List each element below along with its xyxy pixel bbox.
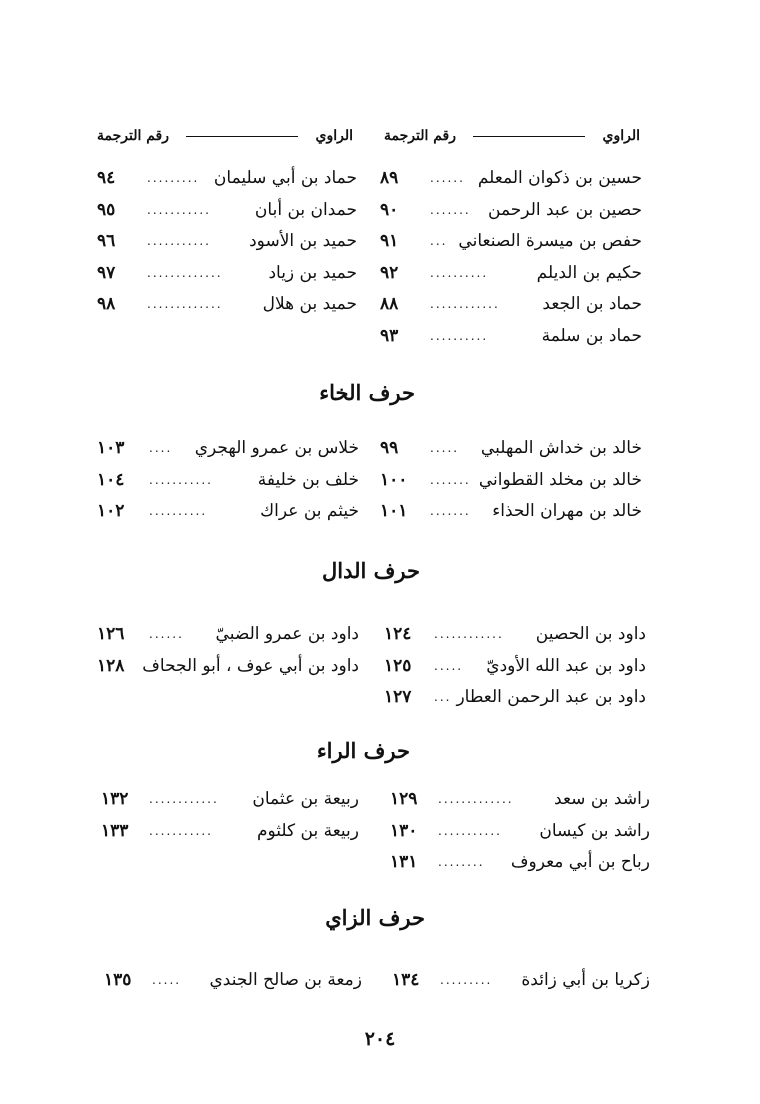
- leader-dots: ............: [434, 627, 504, 641]
- section-zay-left: [104, 968, 362, 1000]
- rawi-name: رباح بن أبي معروف: [510, 852, 650, 872]
- leader-dots: .........: [147, 171, 200, 185]
- entry-number: ١٢٤: [384, 624, 412, 644]
- rawi-name: حماد بن الجعد: [542, 294, 642, 314]
- leader-dots: .............: [147, 265, 223, 280]
- section-title-zay: حرف الزاي: [325, 905, 425, 930]
- list-item: [380, 499, 642, 531]
- list-item: [97, 261, 357, 293]
- section-title-kha: حرف الخاء: [319, 380, 415, 405]
- entry-number: ٩٣: [380, 325, 399, 346]
- left-column-header: [97, 128, 353, 144]
- rawi-name: زمعة بن صالح الجندي: [209, 970, 362, 990]
- list-item: [384, 685, 646, 717]
- leader-dots: .....: [434, 658, 464, 673]
- rawi-name: حماد بن أبي سليمان: [213, 168, 357, 188]
- leader-dots: .......: [430, 472, 471, 487]
- entry-number: ١٣٣: [101, 820, 129, 841]
- entry-number: ٩٧: [97, 262, 116, 283]
- entry-number: ٩٩: [380, 438, 399, 458]
- entry-number: ١٣٠: [390, 820, 418, 841]
- list-item: [97, 436, 359, 468]
- leader-dots: .............: [438, 792, 514, 806]
- header-rawi-label: الراوي: [315, 128, 353, 144]
- section-kha-right: [380, 436, 642, 531]
- leader-dots: ...........: [147, 202, 211, 217]
- leader-dots: ............: [430, 297, 500, 311]
- entry-number: ١٢٥: [384, 655, 412, 676]
- leader-dots: ...........: [149, 472, 213, 487]
- leader-dots: .........: [440, 973, 493, 987]
- leader-dots: ..........: [430, 265, 489, 280]
- leader-dots: ...: [430, 234, 448, 248]
- entry-number: ١٢٩: [390, 789, 418, 809]
- rawi-name: حماد بن سلمة: [541, 325, 642, 346]
- section-dal-left: [97, 622, 359, 685]
- entry-number: ١٠٠: [380, 469, 408, 490]
- leader-dots: ......: [430, 171, 465, 185]
- entry-number: ٩٥: [97, 199, 116, 220]
- list-item: [380, 292, 642, 324]
- leader-dots: ...........: [147, 234, 211, 248]
- entry-number: ١٠١: [380, 501, 408, 521]
- section-title-dal: حرف الدال: [322, 558, 420, 583]
- leader-dots: .....: [152, 973, 182, 987]
- rawi-name: ربيعة بن عثمان: [252, 789, 359, 809]
- leader-dots: ......: [149, 627, 184, 641]
- entry-number: ١٣٢: [101, 789, 129, 809]
- entry-number: ١٠٤: [97, 469, 125, 490]
- rawi-name: داود بن الحصين: [535, 624, 646, 644]
- section-title-ra: حرف الراء: [316, 738, 410, 763]
- entry-number: ١٣١: [390, 852, 418, 872]
- rawi-name: حمدان بن أبان: [254, 199, 357, 220]
- entry-number: ٨٩: [380, 168, 399, 188]
- leader-dots: ...........: [149, 823, 213, 838]
- section-kha-left: [97, 436, 359, 531]
- rawi-name: حميد بن هلال: [262, 294, 357, 314]
- rawi-name: حميد بن الأسود: [249, 231, 357, 251]
- leader-dots: .............: [147, 297, 223, 311]
- list-item: [97, 654, 359, 686]
- page-number: ٢٠٤: [364, 1028, 396, 1050]
- entry-number: ١٠٢: [97, 501, 125, 521]
- section-ra-left: [101, 787, 359, 850]
- entry-number: ١٣٤: [392, 970, 420, 990]
- list-item: [390, 787, 650, 819]
- list-item: [97, 468, 359, 500]
- section-zay-right: [392, 968, 650, 1000]
- list-item: [384, 622, 646, 654]
- list-item: [384, 654, 646, 686]
- list-item: [101, 787, 359, 819]
- right-column-header: [384, 128, 640, 144]
- entry-number: ١٢٦: [97, 624, 125, 644]
- list-item: [380, 468, 642, 500]
- leader-dots: ....: [149, 441, 173, 455]
- header-num-label: رقم الترجمة: [97, 128, 170, 144]
- list-item: [380, 166, 642, 198]
- section-ra-right: [390, 787, 650, 882]
- entry-number: ٩٤: [97, 168, 116, 188]
- rawi-name: خلف بن خليفة: [257, 469, 359, 490]
- list-item: [390, 819, 650, 851]
- entry-number: ٩٨: [97, 294, 116, 314]
- entry-number: ٩٢: [380, 262, 399, 283]
- list-item: [380, 436, 642, 468]
- rawi-name: حميد بن زياد: [268, 262, 357, 283]
- list-item: [104, 968, 362, 1000]
- rawi-name: خالد بن خداش المهلبي: [480, 438, 642, 458]
- rawi-name: زكريا بن أبي زائدة: [521, 970, 650, 990]
- rawi-name: خالد بن مخلد القطواني: [478, 469, 642, 490]
- rawi-name: خالد بن مهران الحذاء: [492, 501, 642, 521]
- rawi-name: راشد بن كيسان: [539, 820, 650, 841]
- entry-number: ٩٦: [97, 231, 116, 251]
- rawi-name: داود بن عمرو الضبيّ: [215, 624, 359, 644]
- rawi-name: خيثم بن عراك: [260, 501, 359, 521]
- rawi-name: حصين بن عبد الرحمن: [488, 199, 642, 220]
- leader-dots: ..........: [149, 504, 208, 518]
- section-ha-left: [97, 166, 357, 324]
- list-item: [390, 850, 650, 882]
- leader-dots: ............: [149, 792, 219, 806]
- list-item: [97, 229, 357, 261]
- rawi-name: خلاس بن عمرو الهجري: [194, 438, 359, 458]
- list-item: [97, 198, 357, 230]
- list-item: [380, 324, 642, 356]
- header-divider: [473, 136, 585, 137]
- rawi-name: حسين بن ذكوان المعلم: [477, 168, 642, 188]
- header-divider: [186, 136, 298, 137]
- list-item: [101, 819, 359, 851]
- rawi-name: راشد بن سعد: [554, 789, 650, 809]
- list-item: [97, 292, 357, 324]
- leader-dots: .......: [430, 202, 471, 217]
- list-item: [380, 261, 642, 293]
- list-item: [392, 968, 650, 1000]
- rawi-name: حفص بن ميسرة الصنعاني: [458, 231, 642, 251]
- entry-number: ٩٠: [380, 199, 399, 220]
- rawi-name: داود بن أبي عوف ، أبو الجحاف: [142, 655, 359, 676]
- leader-dots: .......: [430, 504, 471, 518]
- list-item: [97, 166, 357, 198]
- entry-number: ١٢٨: [97, 655, 125, 676]
- list-item: [380, 198, 642, 230]
- leader-dots: ...........: [438, 823, 502, 838]
- section-ha-right: [380, 166, 642, 355]
- entry-number: ١٣٥: [104, 970, 132, 990]
- entry-number: ٩١: [380, 231, 399, 251]
- rawi-name: حكيم بن الديلم: [536, 262, 642, 283]
- entry-number: ١٢٧: [384, 687, 412, 707]
- rawi-name: ربيعة بن كلثوم: [256, 820, 359, 841]
- rawi-name: داود بن عبد الله الأوديّ: [486, 655, 646, 676]
- header-num-label: رقم الترجمة: [384, 128, 457, 144]
- leader-dots: ...: [434, 690, 452, 704]
- rawi-name: داود بن عبد الرحمن العطار: [456, 687, 646, 707]
- list-item: [380, 229, 642, 261]
- list-item: [97, 499, 359, 531]
- leader-dots: ........: [438, 855, 485, 869]
- entry-number: ١٠٣: [97, 438, 125, 458]
- entry-number: ٨٨: [380, 294, 399, 314]
- list-item: [97, 622, 359, 654]
- leader-dots: .....: [430, 441, 460, 455]
- header-rawi-label: الراوي: [602, 128, 640, 144]
- leader-dots: ..........: [430, 328, 489, 343]
- section-dal-right: [384, 622, 646, 717]
